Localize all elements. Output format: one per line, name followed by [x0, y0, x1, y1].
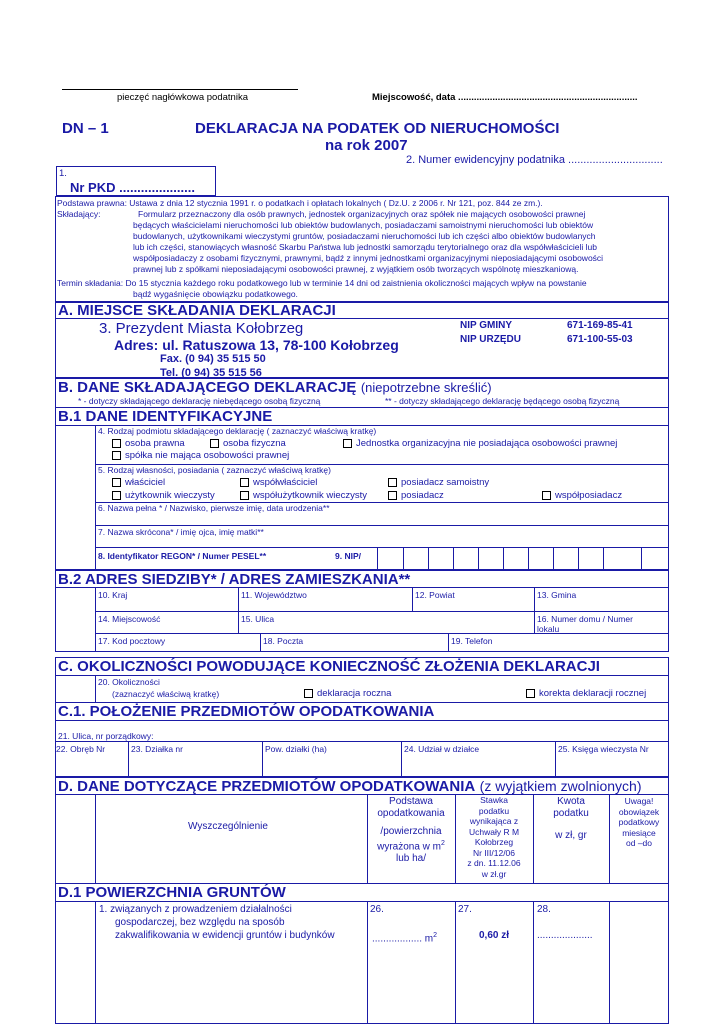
- field8-label: 8. Identyfikator REGON* / Numer PESEL**: [98, 551, 267, 561]
- checkbox[interactable]: [388, 478, 397, 487]
- filer-line-5: współposiadaczy z osobami fizycznymi, prawnymi, bądź z innymi jednostkami organizacyjnymi nieposiadającymi osobowości: [133, 253, 604, 263]
- checkbox[interactable]: [112, 451, 121, 460]
- field7-label: 7. Nazwa skrócona* / imię ojca, imię matki**: [98, 527, 264, 537]
- opt-correction[interactable]: [526, 688, 646, 700]
- field26-input[interactable]: .................. $m^2$: [372, 932, 438, 945]
- f5-opt-perpetual[interactable]: [112, 490, 215, 502]
- field12-label: 12. Powiat: [415, 590, 455, 600]
- col-rate-line: z dn. 11.12.06: [467, 858, 521, 868]
- field18-label: 18. Poczta: [263, 636, 304, 646]
- note-natural-person: ** - dotyczy składającego deklarację będącego osobą fizyczną: [385, 396, 620, 406]
- f5-opt-possessor-indep-label: posiadacz samoistny: [401, 477, 490, 488]
- section-c1-title: C.1. POŁOŻENIE PRZEDMIOTÓW OPODATKOWANIA: [58, 703, 435, 720]
- col-amount-line: podatku: [553, 808, 589, 819]
- section-d-note: (z wyjątkiem zwolnionych): [479, 778, 642, 794]
- col-rate-line: w zł.gr: [481, 868, 507, 879]
- opt-annual-label: deklaracja roczna: [317, 688, 392, 699]
- field16-label-2: lokalu: [537, 624, 560, 634]
- field24-label: 24. Udział w działce: [404, 744, 480, 754]
- section-d-title-text: D. DANE DOTYCZĄCE PRZEDMIOTÓW OPODATKOWANIA: [58, 778, 476, 795]
- office-fax: Fax. (0 94) 35 515 50: [160, 353, 266, 365]
- filer-line-2: będących właścicielami nieruchomości lub obiektów budowlanych, posiadaczami samoistnymi nieruchomości lub obiektów: [133, 220, 594, 230]
- section-d1-title: D.1 POWIERZCHNIA GRUNTÓW: [58, 884, 286, 901]
- field7-input[interactable]: [96, 538, 668, 547]
- field21-label: 21. Ulica, nr porządkowy:: [58, 731, 154, 741]
- note-legal-person: * - dotyczy składającego deklarację niebędącego osobą fizyczną: [78, 396, 321, 406]
- f5-opt-copossessor-label: współposiadacz: [555, 490, 623, 501]
- legal-basis: Podstawa prawna: Ustawa z dnia 12 stycznia 1991 r. o podatkach i opłatach lokalnych ( Dz.U. z 2006 r. Nr 121, poz. 844 ze zm.).: [57, 198, 543, 208]
- section-b-title: [58, 379, 492, 397]
- taxpayer-number-field[interactable]: 2. Numer ewidencyjny podatnika ...............................: [406, 154, 663, 166]
- f5-opt-coowner-label: współwłaściciel: [253, 477, 318, 488]
- col-notes-line: od –do: [626, 838, 652, 848]
- stamp-label: pieczęć nagłówkowa podatnika: [117, 92, 248, 103]
- field13-label: 13. Gmina: [537, 590, 577, 600]
- field20-hint: (zaznaczyć właściwą kratkę): [112, 689, 220, 699]
- field19-label: 19. Telefon: [451, 636, 493, 646]
- col-rate-line: podatku: [478, 805, 510, 816]
- title-line1: DEKLARACJA NA PODATEK OD NIERUCHOMOŚCI: [195, 120, 560, 137]
- deadline-line-2: bądź wygaśnięcie obowiązku podatkowego.: [133, 289, 298, 299]
- f5-opt-coowner[interactable]: [240, 477, 317, 489]
- nip-urzedu-label: NIP URZĘDU: [460, 334, 521, 345]
- checkbox[interactable]: [112, 491, 121, 500]
- section-a-title: A. MIEJSCE SKŁADANIA DEKLARACJI: [58, 302, 336, 319]
- col-base: [368, 796, 454, 865]
- plot-area-label: Pow. działki (ha): [265, 744, 327, 754]
- field26-label: 26.: [370, 904, 384, 915]
- col-base-line: /powierzchnia: [380, 826, 442, 837]
- col-amount-line: Kwota: [557, 796, 585, 807]
- col-base-line: lub ha/: [395, 853, 427, 865]
- f4-opt-unit[interactable]: [343, 438, 617, 450]
- col-rate-line: Stawka: [480, 795, 508, 805]
- col-base-line: Podstawa: [389, 796, 433, 807]
- office-name: 3. Prezydent Miasta Kołobrzeg: [99, 320, 304, 337]
- field22-label: 22. Obręb Nr: [56, 744, 106, 754]
- field1-num: 1.: [59, 168, 67, 179]
- col-amount-gap: [534, 820, 608, 830]
- f5-opt-possessor[interactable]: [388, 490, 444, 502]
- field9-label: 9. NIP/: [335, 551, 361, 561]
- nip-gminy-value: 671-169-85-41: [567, 320, 633, 331]
- section-c-title: C. OKOLICZNOŚCI POWODUJĄCE KONIECZNOŚĆ ZŁOŻENIA DEKLARACJI: [58, 658, 600, 675]
- office-address: Adres: ul. Ratuszowa 13, 78-100 Kołobrzeg: [114, 337, 399, 353]
- field20-label: 20. Okoliczności: [98, 677, 160, 687]
- f5-opt-owner-label: właściciel: [125, 477, 166, 488]
- form-code: DN – 1: [62, 120, 109, 137]
- f5-opt-possessor-label: posiadacz: [401, 490, 444, 501]
- checkbox[interactable]: [542, 491, 551, 500]
- col-notes: [610, 796, 668, 849]
- field28-label: 28.: [537, 904, 551, 915]
- col-notes-line: miesiące: [622, 827, 656, 838]
- f5-opt-copossessor[interactable]: [542, 490, 622, 502]
- col-rate-line: Kołobrzeg: [474, 837, 514, 847]
- place-date: Miejscowość, data ....................................................................: [372, 92, 638, 103]
- field11-label: 11. Województwo: [241, 590, 307, 600]
- filer-line-1: Formularz przeznaczony dla osób prawnych, jednostek organizacyjnych oraz spółek nie mających osobowości prawnej: [138, 209, 586, 219]
- section-b1-title: B.1 DANE IDENTYFIKACYJNE: [58, 408, 273, 425]
- f4-opt-company[interactable]: [112, 450, 289, 462]
- field15-label: 15. Ulica: [241, 614, 275, 624]
- row1-desc-2: gospodarczej, bez względu na sposób: [115, 917, 285, 928]
- col-rate-line: wynikająca z: [469, 816, 519, 826]
- section-b2-title: B.2 ADRES SIEDZIBY* / ADRES ZAMIESZKANIA**: [58, 571, 411, 588]
- row1-desc-3: zakwalifikowania w ewidencji gruntów i budynków: [115, 930, 335, 941]
- filer-label: Składający:: [57, 209, 101, 219]
- f4-opt-natural-label: osoba fizyczna: [223, 438, 286, 449]
- field6-label: 6. Nazwa pełna * / Nazwisko, pierwsze imię, data urodzenia**: [98, 503, 330, 513]
- pkd-field[interactable]: Nr PKD .....................: [70, 180, 195, 195]
- f4-opt-legal[interactable]: [112, 438, 185, 450]
- field23-label: 23. Działka nr: [131, 744, 183, 754]
- f5-opt-owner[interactable]: [112, 477, 165, 489]
- col-rate-line: Nr III/12/06: [472, 847, 516, 858]
- col-base-line: wyrażona w $m^2$: [377, 840, 445, 853]
- section-b-note: (niepotrzebne skreślić): [360, 380, 492, 395]
- field5-label: 5. Rodzaj własności, posiadania ( zaznaczyć właściwą kratkę): [98, 465, 331, 475]
- field16-label: 16. Numer domu / Numer: [537, 614, 633, 624]
- row1-desc-1: 1. związanych z prowadzeniem działalności: [99, 904, 292, 915]
- nip-gminy-label: NIP GMINY: [460, 320, 513, 331]
- f4-opt-unit-label: Jednostka organizacyjna nie posiadająca osobowości prawnej: [356, 438, 618, 449]
- filer-line-6: prawnej lub z spółkami nieposiadającymi osobowości prawnej, z wyjątkiem osób tworzących wspólnotę mieszkaniową.: [133, 264, 579, 274]
- f5-opt-perpetual-label: użytkownik wieczysty: [125, 490, 215, 501]
- field14-label: 14. Miejscowość: [98, 614, 161, 624]
- title-line2: na rok 2007: [325, 137, 408, 154]
- f5-opt-coperpetual[interactable]: [240, 490, 367, 502]
- field10-label: 10. Kraj: [98, 590, 128, 600]
- f4-opt-natural[interactable]: [210, 438, 286, 450]
- checkbox[interactable]: [388, 491, 397, 500]
- field27-label: 27.: [458, 904, 472, 915]
- f5-opt-possessor-indep[interactable]: [388, 477, 489, 489]
- opt-correction-label: korekta deklaracji rocznej: [539, 688, 647, 699]
- col-description: Wyszczególnienie: [188, 821, 268, 832]
- col-notes-line: Uwaga!: [624, 796, 654, 806]
- field17-label: 17. Kod pocztowy: [98, 636, 166, 646]
- nip-urzedu-value: 671-100-55-03: [567, 334, 633, 345]
- field6-input[interactable]: [96, 514, 668, 525]
- col-rate-line: Uchwały R M: [468, 826, 520, 837]
- col-rate: [456, 795, 532, 879]
- f4-opt-company-label: spółka nie mająca osobowości prawnej: [125, 450, 290, 461]
- f5-opt-coperpetual-label: współużytkownik wieczysty: [253, 490, 368, 501]
- field28-input[interactable]: ....................: [537, 930, 593, 941]
- field4-label: 4. Rodzaj podmiotu składającego deklarację ( zaznaczyć właściwą kratkę): [98, 426, 377, 436]
- checkbox[interactable]: [112, 478, 121, 487]
- col-amount: [534, 796, 608, 842]
- checkbox[interactable]: [343, 439, 352, 448]
- checkbox[interactable]: [526, 689, 535, 698]
- filer-line-4: lub ich części, stanowiących własność Skarbu Państwa lub jednostki samorządu terytorialnego oraz dla współwłaścicieli lub: [133, 242, 597, 252]
- nip-input[interactable]: [378, 548, 668, 569]
- checkbox[interactable]: [240, 491, 249, 500]
- col-notes-line: obowiązek: [618, 806, 660, 817]
- f4-opt-legal-label: osoba prawna: [125, 438, 185, 449]
- checkbox[interactable]: [304, 689, 313, 698]
- col-notes-line: podatkowy: [618, 817, 660, 827]
- deadline-line-1: Termin składania: Do 15 stycznia każdego roku podatkowego lub w terminie 14 dni od zaistnienia okoliczności mających wpływ na powstanie: [57, 278, 587, 288]
- col-base-line: opodatkowania: [377, 808, 445, 819]
- field25-label: 25. Księga wieczysta Nr: [558, 744, 649, 754]
- filer-line-3: budowlanych, użytkownikami wieczystymi gruntów, posiadaczami nieruchomości lub ich części albo obiektów budowlanych: [133, 231, 596, 241]
- office-tel: Tel. (0 94) 35 515 56: [160, 367, 262, 379]
- checkbox[interactable]: [210, 439, 219, 448]
- opt-annual[interactable]: [304, 688, 391, 700]
- checkbox[interactable]: [240, 478, 249, 487]
- col-amount-line: w zł, gr: [555, 830, 587, 841]
- section-b-title-text: B. DANE SKŁADAJĄCEGO DEKLARACJĘ: [58, 379, 357, 396]
- field27-value: 0,60 zł: [479, 930, 510, 941]
- checkbox[interactable]: [112, 439, 121, 448]
